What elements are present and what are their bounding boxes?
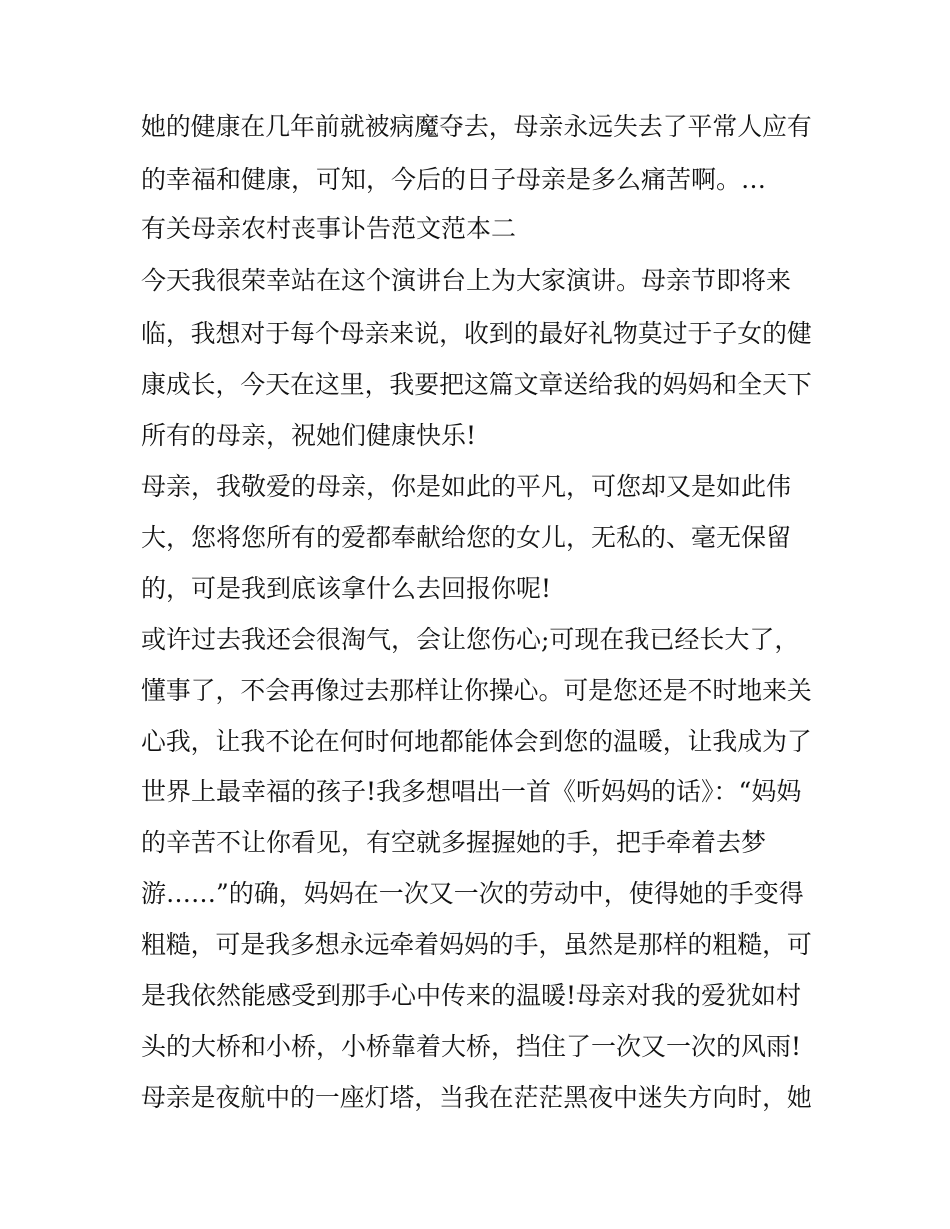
text-line: 她的健康在几年前就被病魔夺去，母亲永远失去了平常人应有 xyxy=(141,112,812,141)
text-line: 游……”的确，妈妈在一次又一次的劳动中，使得她的手变得 xyxy=(141,879,804,908)
text-line: 母亲，我敬爱的母亲，你是如此的平凡，可您却又是如此伟 xyxy=(141,472,792,501)
text-line: 或许过去我还会很淘气，会让您伤心;可现在我已经长大了， xyxy=(141,625,800,654)
text-line: 的，可是我到底该拿什么去回报你呢! xyxy=(141,574,552,603)
text-line: 懂事了，不会再像过去那样让你操心。可是您还是不时地来关 xyxy=(141,676,812,705)
text-line: 的幸福和健康，可知，今后的日子母亲是多么痛苦啊。… xyxy=(141,165,767,194)
text-line: 头的大桥和小桥，小桥靠着大桥，挡住了一次又一次的风雨! xyxy=(141,1032,802,1061)
text-line: 世界上最幸福的孩子!我多想唱出一首《听妈妈的话》：“妈妈 xyxy=(141,777,802,806)
text-line: 今天我很荣幸站在这个演讲台上为大家演讲。母亲节即将来 xyxy=(141,266,792,295)
text-line: 心我，让我不论在何时何地都能体会到您的温暖，让我成为了 xyxy=(141,727,812,756)
text-line: 母亲是夜航中的一座灯塔，当我在茫茫黑夜中迷失方向时，她 xyxy=(141,1083,812,1112)
section-heading: 有关母亲农村丧事讣告范文范本二 xyxy=(141,214,517,243)
text-line: 临，我想对于每个母亲来说，收到的最好礼物莫过于子女的健 xyxy=(141,319,812,348)
text-line: 康成长，今天在这里，我要把这篇文章送给我的妈妈和全天下 xyxy=(141,370,812,399)
text-line: 的辛苦不让你看见，有空就多握握她的手，把手牵着去梦 xyxy=(141,828,767,857)
text-line: 粗糙，可是我多想永远牵着妈妈的手，虽然是那样的粗糙，可 xyxy=(141,930,812,959)
text-line: 大，您将您所有的爱都奉献给您的女儿，无私的、毫无保留 xyxy=(141,523,792,552)
text-line: 是我依然能感受到那手心中传来的温暖!母亲对我的爱犹如村 xyxy=(141,981,802,1010)
text-line: 所有的母亲，祝她们健康快乐! xyxy=(141,421,477,450)
